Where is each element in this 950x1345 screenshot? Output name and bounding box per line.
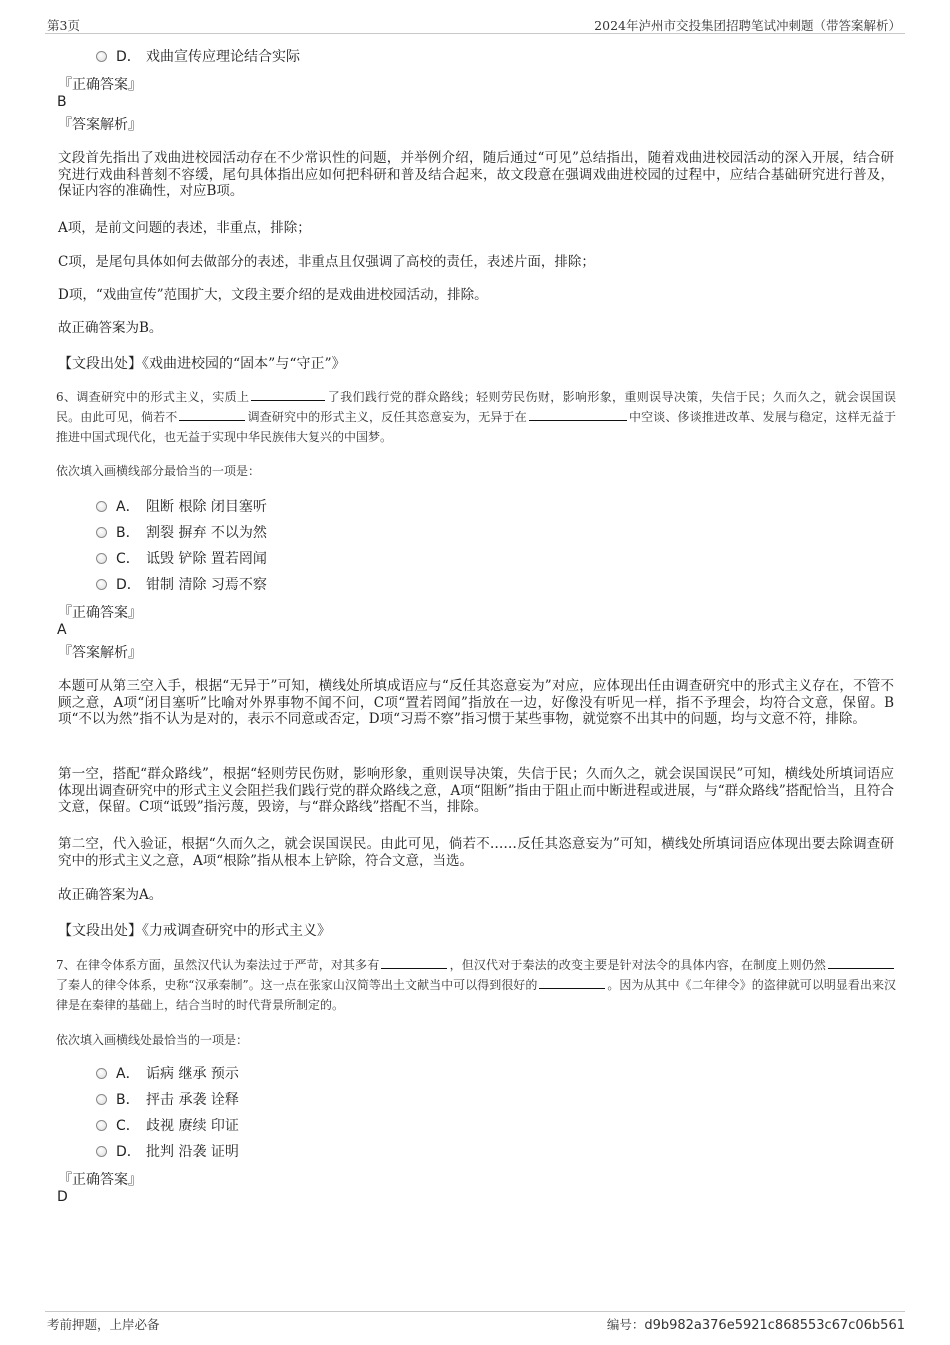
blank-line: [828, 956, 894, 969]
q6-analysis-paragraph: 本题可从第三空入手，根据“无异于”可知，横线处所填成语应与“反任其恣意妄为”对应，应体现出任由调查研究中的形式主义存在，不管不顾之意，A项“闭目塞听”比喻对外界事物不闻不问，C项“置若罔闻”指放在一边，好像没有听见一样，指不予理会，均符合文意，保留。B项“不以为然”指不认为是对的，表示不同意或否定，D项“习焉不察”指习惯于某些事物，就觉察不出其中的问题，均与文意不符，排除。: [58, 678, 894, 727]
document-title: 2024年泸州市交投集团招聘笔试冲刺题（带答案解析）: [594, 18, 901, 33]
q7-answer-label: 『正确答案』: [58, 1172, 142, 1188]
q7-option-d[interactable]: D． 批判 沿袭 证明: [96, 1142, 239, 1162]
footer-slogan: 考前押题，上岸必备: [47, 1317, 160, 1332]
radio-icon[interactable]: [96, 51, 107, 62]
footer-code-label: 编号：: [606, 1317, 645, 1332]
q5-analysis-paragraph: 文段首先指出了戏曲进校园活动存在不少常识性的问题，并举例介绍，随后通过“可见”总结指出，随着戏曲进校园活动的深入开展，结合研究进行戏曲科普刻不容缓，尾句具体指出应如何把科研和普及结合起来，故文段意在强调戏曲进校园的过程中，应结合基础研究进行普及，保证内容的准确性，对应B项。: [58, 150, 894, 199]
q5-analysis-paragraph: A项，是前文问题的表述，非重点，排除；: [58, 220, 311, 236]
footer-code: [607, 1315, 905, 1333]
q7-option-c[interactable]: C． 歧视 赓续 印证: [96, 1116, 239, 1136]
radio-icon[interactable]: [96, 1068, 107, 1079]
page-footer: [45, 1311, 905, 1336]
blank-line: [251, 388, 325, 401]
q6-source: 【文段出处】《力戒调查研究中的形式主义》: [58, 923, 331, 939]
q6-answer: A: [57, 622, 67, 638]
q7-option-a[interactable]: A． 诟病 继承 预示: [96, 1064, 239, 1084]
page-header: [45, 14, 905, 34]
q6-option-b[interactable]: B． 割裂 摒弃 不以为然: [96, 523, 267, 543]
q6-option-a[interactable]: A． 阻断 根除 闭目塞听: [96, 497, 267, 517]
q7-option-b[interactable]: B． 抨击 承袭 诠释: [96, 1090, 239, 1110]
q5-answer-label: 『正确答案』: [58, 77, 142, 93]
radio-icon[interactable]: [96, 553, 107, 564]
q5-analysis-paragraph: C项，是尾句具体如何去做部分的表述，非重点且仅强调了高校的责任，表述片面，排除；: [58, 254, 595, 270]
q5-answer: B: [57, 94, 67, 110]
radio-icon[interactable]: [96, 579, 107, 590]
q5-option-d[interactable]: D． 戏曲宣传应理论结合实际: [96, 47, 300, 67]
radio-icon[interactable]: [96, 527, 107, 538]
blank-line: [539, 976, 605, 989]
q6-option-c[interactable]: C． 诋毁 铲除 置若罔闻: [96, 549, 267, 569]
q6-analysis-label: 『答案解析』: [58, 645, 142, 661]
q6-analysis-paragraph: 故正确答案为A。: [58, 887, 163, 903]
q6-answer-label: 『正确答案』: [58, 605, 142, 621]
q5-analysis-label: 『答案解析』: [58, 117, 142, 133]
q6-question-text: 6、调查研究中的形式主义，实质上 了我们践行党的群众路线；轻则劳民伤财，影响形象，重则误导决策，失信于民；久而久之，就会误国误民。由此可见，倘若不 调查研究中的形式主义，反任其恣意妄为，无异于在 中空谈、侈谈推进改革、发展与稳定，这样无益于推进中国式现代化，也无益于实现中华民族伟大复兴的中国梦。: [56, 390, 896, 444]
q6-option-d[interactable]: D． 钳制 清除 习焉不察: [96, 575, 267, 595]
page-number: 第3页: [47, 18, 80, 33]
q5-analysis-paragraph: 故正确答案为B。: [58, 320, 163, 336]
blank-line: [529, 408, 627, 421]
q6-analysis-paragraph: 第二空，代入验证，根据“久而久之，就会误国误民。由此可见，倘若不……反任其恣意妄为”可知，横线处所填词语应体现出要去除调查研究中的形式主义之意，A项“根除”指从根本上铲除，符合文意，当选。: [58, 836, 894, 869]
q5-source: 【文段出处】《戏曲进校园的“固本”与“守正”》: [58, 356, 346, 372]
q7-question-text: 7、在律令体系方面，虽然汉代认为秦法过于严苛，对其多有 ，但汉代对于秦法的改变主要是针对法令的具体内容，在制度上则仍然了秦人的律令体系，史称“汉承秦制”。这一点在张家山汉简等出土文献当中可以得到很好的 。因为从其中《二年律令》的盗律就可以明显看出来汉律是在秦律的基础上，结合当时的时代背景所制定的。: [56, 958, 896, 1012]
footer-code-value: d9b982a376e5921c868553c67c06b561: [644, 1318, 905, 1333]
blank-line: [381, 956, 447, 969]
radio-icon[interactable]: [96, 501, 107, 512]
q6-hint: 依次填入画横线部分最恰当的一项是：: [56, 464, 261, 478]
radio-icon[interactable]: [96, 1146, 107, 1157]
q6-analysis-paragraph: 第一空，搭配“群众路线”，根据“轻则劳民伤财，影响形象，重则误导决策，失信于民；久而久之，就会误国误民”可知，横线处所填词语应体现出调查研究中的形式主义会阻拦我们践行党的群众路线之意，A项“阻断”指由于阻止而中断进程或进展，与“群众路线”搭配恰当，且符合文意，保留。C项“诋毁”指污蔑，毁谤，与“群众路线”搭配不当，排除。: [58, 766, 894, 815]
radio-icon[interactable]: [96, 1120, 107, 1131]
q5-analysis-paragraph: D项，“戏曲宣传”范围扩大，文段主要介绍的是戏曲进校园活动，排除。: [58, 287, 488, 303]
q7-answer: D: [57, 1189, 68, 1205]
q7-hint: 依次填入画横线处最恰当的一项是：: [56, 1033, 249, 1047]
radio-icon[interactable]: [96, 1094, 107, 1105]
blank-line: [179, 408, 245, 421]
